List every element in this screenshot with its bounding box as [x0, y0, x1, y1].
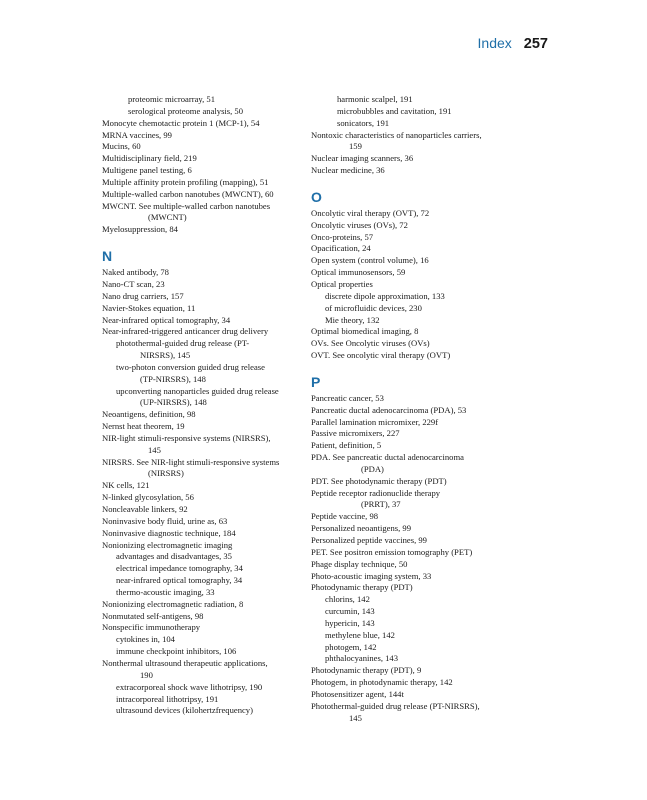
index-entry: Mie theory, 132 — [325, 314, 380, 325]
right-column — [311, 94, 511, 725]
index-entry: photothermal-guided drug release (PT- — [116, 338, 250, 349]
index-entry: cytokines in, 104 — [116, 634, 175, 645]
index-entry: Navier-Stokes equation, 11 — [102, 302, 196, 313]
index-entry: Multiple-walled carbon nanotubes (MWCNT), 60 — [102, 188, 274, 199]
index-entry: Mucins, 60 — [102, 141, 141, 152]
index-entry: Multiple affinity protein profiling (mapping), 51 — [102, 176, 269, 187]
index-entry: electrical impedance tomography, 34 — [116, 563, 243, 574]
index-entry: 145 — [349, 712, 362, 723]
index-entry: Nonthermal ultrasound therapeutic applications, — [102, 657, 268, 668]
index-entry: 159 — [349, 141, 362, 152]
section-letter-o: O — [311, 188, 322, 205]
index-entry: Opacification, 24 — [311, 243, 371, 254]
index-entry: Naked antibody, 78 — [102, 267, 169, 278]
index-entry: Photothermal-guided drug release (PT-NIRSRS), — [311, 700, 480, 711]
index-entry: Nuclear imaging scanners, 36 — [311, 153, 414, 164]
index-entry: Personalized peptide vaccines, 99 — [311, 535, 427, 545]
index-entry: Nano drug carriers, 157 — [102, 290, 184, 301]
index-entry: methylene blue, 142 — [325, 629, 395, 640]
index-entry: Parallel lamination micromixer, 229f — [311, 416, 439, 427]
index-entry: immune checkpoint inhibitors, 106 — [116, 646, 237, 657]
index-entry: Optical immunosensors, 59 — [311, 267, 406, 278]
index-entry: advantages and disadvantages, 35 — [116, 551, 232, 562]
index-entry: Neoantigens, definition, 98 — [102, 409, 196, 420]
index-entry: Photodynamic therapy (PDT) — [311, 582, 413, 593]
index-entry: (MWCNT) — [148, 212, 187, 223]
index-entry: Multidisciplinary field, 219 — [102, 153, 197, 164]
index-entry: of microfluidic devices, 230 — [325, 302, 422, 313]
index-entry: Noncleavable linkers, 92 — [102, 504, 188, 514]
index-entry: thermo-acoustic imaging, 33 — [116, 586, 215, 597]
index-entry: Nuclear medicine, 36 — [311, 165, 385, 176]
index-entry: PET. See positron emission tomography (PET) — [311, 546, 473, 557]
index-entry: OVs. See Oncolytic viruses (OVs) — [311, 338, 430, 349]
index-entry: proteomic microarray, 51 — [128, 94, 216, 104]
index-entry: Multigene panel testing, 6 — [102, 165, 192, 176]
index-entry: Nano-CT scan, 23 — [102, 278, 165, 289]
index-entry: NIRSRS), 145 — [140, 350, 191, 361]
index-entry: Passive micromixers, 227 — [311, 428, 400, 439]
index-entry: Personalized neoantigens, 99 — [311, 523, 411, 534]
index-entry: Pancreatic cancer, 53 — [311, 392, 384, 403]
index-entry: (PDA) — [361, 463, 384, 474]
index-entry: (TP-NIRSRS), 148 — [140, 373, 206, 384]
index-entry: upconverting nanoparticles guided drug release — [116, 385, 279, 396]
index-entry: curcumin, 143 — [325, 606, 375, 617]
index-entry: Peptide receptor radionuclide therapy — [311, 487, 441, 498]
index-entry: (PRRT), 37 — [361, 499, 401, 510]
index-entry: photogem, 142 — [325, 641, 377, 652]
index-entry: 190 — [140, 669, 153, 680]
index-entry: two-photon conversion guided drug release — [116, 361, 265, 372]
section-letter-p: P — [311, 373, 321, 390]
index-entry: Oncolytic viral therapy (OVT), 72 — [311, 207, 430, 218]
index-entry: OVT. See oncolytic viral therapy (OVT) — [311, 350, 451, 361]
index-entry: harmonic scalpel, 191 — [337, 94, 413, 104]
index-entry: 145 — [148, 444, 161, 455]
index-entry: Phage display technique, 50 — [311, 558, 408, 569]
index-entry: MWCNT. See multiple-walled carbon nanotubes — [102, 200, 271, 211]
index-entry: Nonspecific immunotherapy — [102, 622, 201, 633]
index-entry: Near-infrared optical tomography, 34 — [102, 314, 231, 325]
index-entry: (UP-NIRSRS), 148 — [140, 397, 207, 408]
index-entry: Nernst heat theorem, 19 — [102, 421, 185, 432]
index-entry: Photo-acoustic imaging system, 33 — [311, 570, 432, 581]
index-entry: NIR-light stimuli-responsive systems (NIRSRS), — [102, 432, 271, 443]
index-entry: Noninvasive diagnostic technique, 184 — [102, 527, 236, 538]
index-entry: intracorporeal lithotripsy, 191 — [116, 693, 219, 704]
index-entry: extracorporeal shock wave lithotripsy, 190 — [116, 681, 263, 692]
index-entry: hypericin, 143 — [325, 617, 375, 628]
index-entry: Myelosuppression, 84 — [102, 224, 178, 235]
index-entry: Optimal biomedical imaging, 8 — [311, 326, 419, 337]
index-entry: PDT. See photodynamic therapy (PDT) — [311, 475, 447, 486]
index-entry: Pancreatic ductal adenocarcinoma (PDA), 53 — [311, 404, 467, 415]
index-entry: near-infrared optical tomography, 34 — [116, 575, 243, 586]
index-entry: Nonmutated self-antigens, 98 — [102, 610, 204, 621]
index-entry: Peptide vaccine, 98 — [311, 511, 379, 522]
index-entry: N-linked glycosylation, 56 — [102, 492, 194, 503]
index-entry: PDA. See pancreatic ductal adenocarcinoma — [311, 452, 464, 463]
index-entry: discrete dipole approximation, 133 — [325, 290, 445, 301]
index-entry: phthalocyanines, 143 — [325, 653, 399, 664]
left-column — [102, 94, 302, 717]
index-entry: Nontoxic characteristics of nanoparticles carriers, — [311, 129, 482, 140]
index-entry: ultrasound devices (kilohertzfrequency) — [116, 705, 253, 716]
index-entry: Near-infrared-triggered anticancer drug delivery — [102, 326, 269, 337]
index-entry: Photosensitizer agent, 144t — [311, 688, 404, 699]
index-entry: chlorins, 142 — [325, 594, 370, 605]
index-entry: Onco-proteins, 57 — [311, 231, 374, 242]
index-entry: Noninvasive body fluid, urine as, 63 — [102, 515, 228, 526]
index-entry: Nonionizing electromagnetic imaging — [102, 539, 233, 550]
index-entry: Optical properties — [311, 278, 373, 289]
index-entry: Patient, definition, 5 — [311, 440, 382, 451]
index-entry: Oncolytic viruses (OVs), 72 — [311, 219, 408, 230]
section-letter-n: N — [102, 248, 113, 265]
index-entry: Nonionizing electromagnetic radiation, 8 — [102, 598, 244, 609]
index-entry: Open system (control volume), 16 — [311, 255, 429, 266]
index-entry: microbubbles and cavitation, 191 — [337, 105, 452, 116]
page-number: 257 — [523, 36, 548, 52]
index-entry: Monocyte chemotactic protein 1 (MCP-1), 54 — [102, 117, 260, 128]
running-header — [478, 35, 548, 52]
index-entry: NIRSRS. See NIR-light stimuli-responsive systems — [102, 456, 280, 467]
section-title: Index — [477, 35, 512, 51]
index-entry: (NIRSRS) — [148, 468, 184, 479]
index-entry: NK cells, 121 — [102, 480, 150, 491]
index-entry: serological proteome analysis, 50 — [128, 105, 244, 116]
index-entry: Photogem, in photodynamic therapy, 142 — [311, 677, 453, 688]
index-entry: MRNA vaccines, 99 — [102, 129, 172, 140]
index-entry: sonicators, 191 — [337, 117, 390, 128]
index-entry: Photodynamic therapy (PDT), 9 — [311, 665, 422, 676]
